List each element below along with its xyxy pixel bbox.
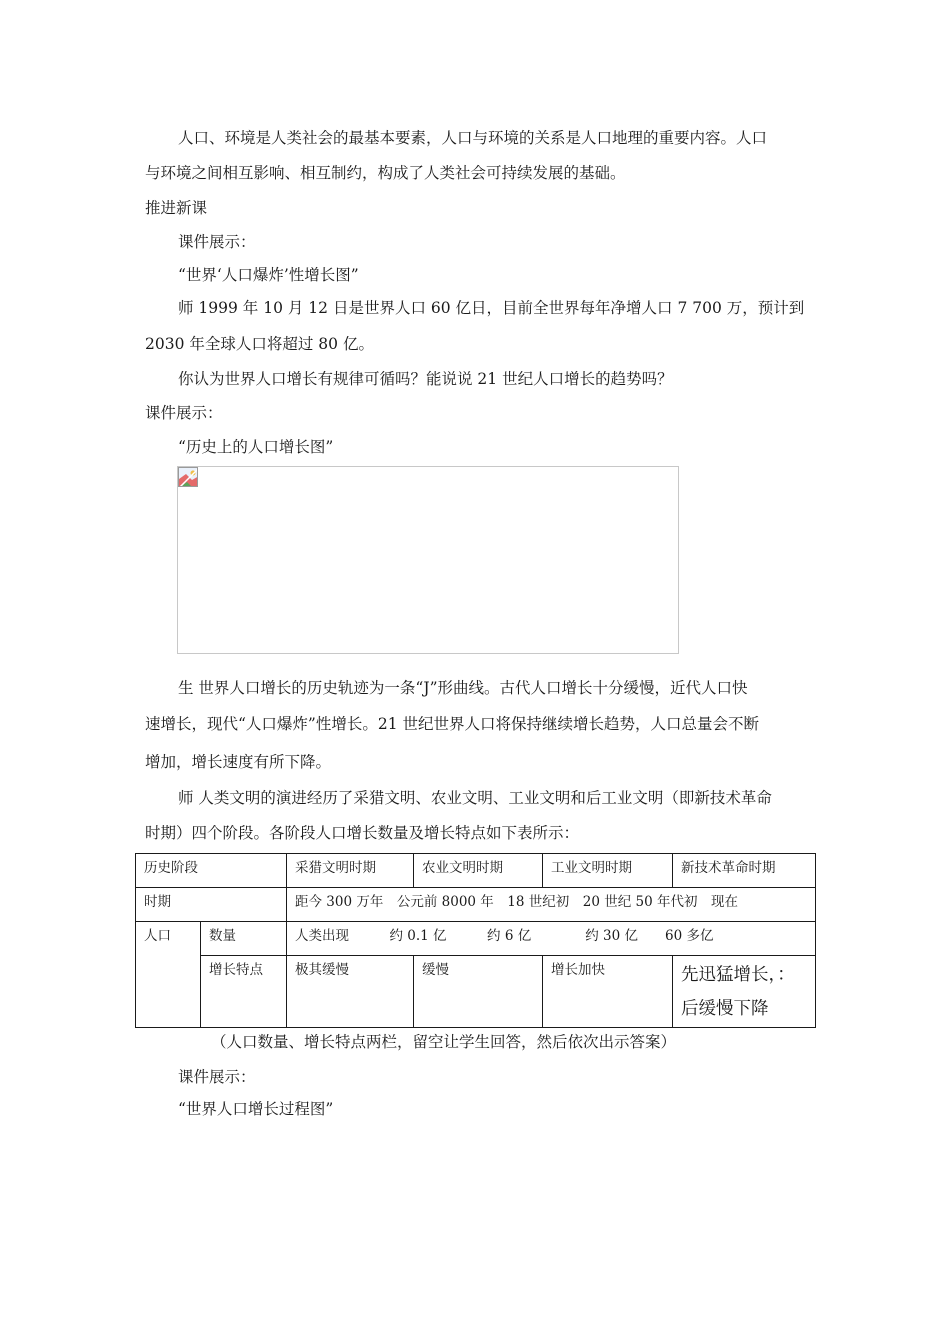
courseware-label-2: 课件展示： [145,404,223,422]
table-cell-feature-4 [673,956,816,1028]
figure-caption-1: “世界‘人口爆炸’性增长图” [178,266,359,284]
teacher-paragraph-1-line-2: 2030 年全球人口将超过 80 亿。 [145,335,374,353]
teacher-paragraph-1-line-1: 师 1999 年 10 月 12 日是世界人口 60 亿日，目前全世界每年净增人口 7 700 万，预计到 [178,299,805,317]
figure-caption-3: “世界人口增长过程图” [178,1100,334,1118]
courseware-label-3: 课件展示： [178,1068,256,1086]
table-header-quantity: 数量 [201,922,287,956]
table-header-feature: 增长特点 [201,956,287,1028]
student-paragraph-line-1: 生 世界人口增长的历史轨迹为一条“J”形曲线。古代人口增长十分缓慢，近代人口快 [178,679,748,697]
table-cell-stage-3: 工业文明时期 [543,854,673,888]
paragraph-intro-line-1: 人口、环境是人类社会的最基本要素，人口与环境的关系是人口地理的重要内容。人口 [178,129,768,147]
student-paragraph-line-2: 速增长，现代“人口爆炸”性增长。21 世纪世界人口将保持继续增长趋势，人口总量会不断 [145,715,760,733]
question-paragraph: 你认为世界人口增长有规律可循吗？能说说 21 世纪人口增长的趋势吗？ [178,370,673,388]
table-note: （人口数量、增长特点两栏，留空让学生回答，然后依次出示答案） [211,1033,677,1051]
paragraph-intro-line-2: 与环境之间相互影响、相互制约，构成了人类社会可持续发展的基础。 [145,164,626,182]
table-cell-feature-1: 极其缓慢 [287,956,414,1028]
student-paragraph-line-3: 增加，增长速度有所下降。 [145,753,332,771]
image-placeholder [177,466,679,654]
table-cell-stage-4: 新技术革命时期 [673,854,816,888]
table-cell-period-values: 距今 300 万年 公元前 8000 年 18 世纪初 20 世纪 50 年代初 现在 [287,888,816,922]
table-header-period: 时期 [136,888,287,922]
section-heading: 推进新课 [145,199,208,217]
courseware-label-1: 课件展示： [178,233,256,251]
table-cell-feature-4-line-2: 后缓慢下降 [681,999,769,1019]
table-header-population: 人口 [136,922,201,1028]
figure-caption-2: “历史上的人口增长图” [178,438,334,456]
table-row-period [136,888,816,922]
population-stage-table [135,853,816,1028]
table-row-feature [136,956,816,1028]
table-row-stage [136,854,816,888]
teacher-paragraph-2-line-1: 师 人类文明的演进经历了采猎文明、农业文明、工业文明和后工业文明（即新技术革命 [178,789,772,807]
broken-image-icon [178,467,198,487]
table-row-quantity [136,922,816,956]
teacher-paragraph-2-line-2: 时期）四个阶段。各阶段人口增长数量及增长特点如下表所示： [145,824,580,842]
table-cell-quantity-values: 人类出现 约 0.1 亿 约 6 亿 约 30 亿 60 多亿 [287,922,816,956]
table-header-stage: 历史阶段 [136,854,287,888]
table-cell-stage-1: 采猎文明时期 [287,854,414,888]
table-cell-stage-2: 农业文明时期 [414,854,543,888]
table-cell-feature-2: 缓慢 [414,956,543,1028]
table-cell-feature-3: 增长加快 [543,956,673,1028]
table-cell-feature-4-line-1: 先迅猛增长，： [681,965,795,985]
